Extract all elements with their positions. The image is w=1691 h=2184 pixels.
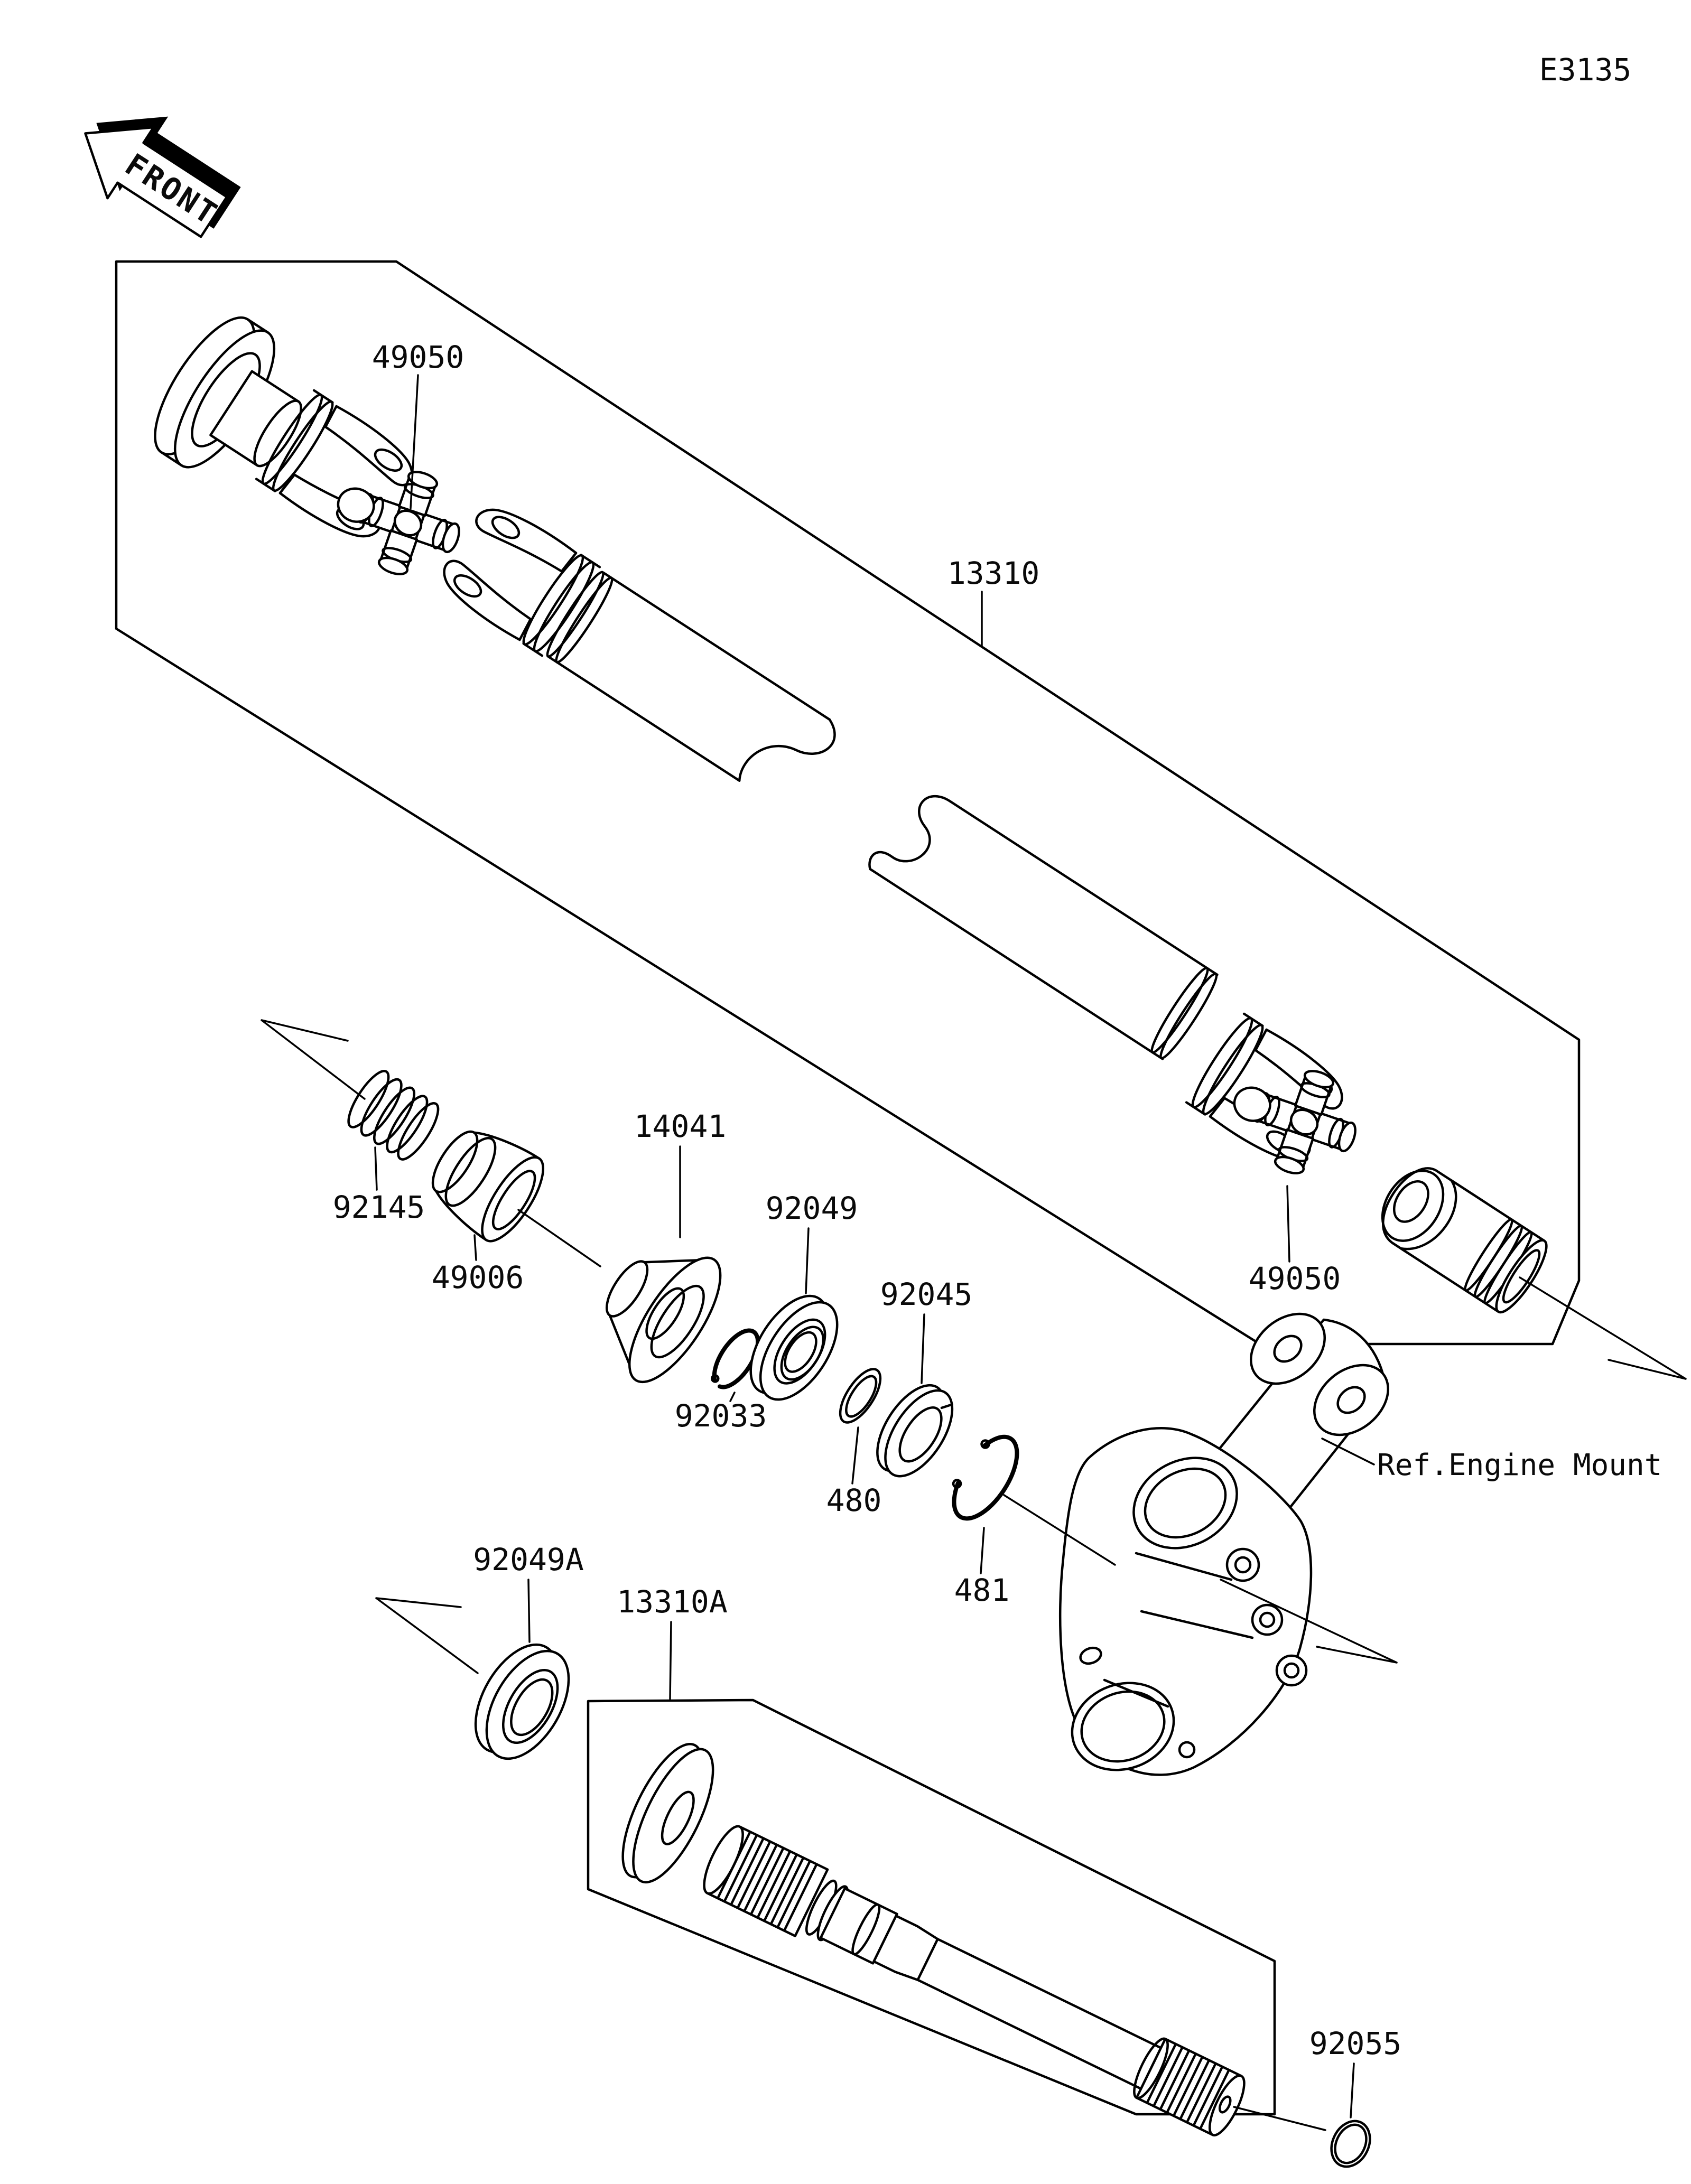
snap-ring-92055 [1324, 2115, 1378, 2173]
part-label-92055: 92055 [1309, 2026, 1402, 2061]
part-label-92049: 92049 [765, 1190, 858, 1226]
part-label-49050-lower: 49050 [1248, 1261, 1341, 1296]
shaft-tube-front [542, 568, 842, 812]
front-direction-marker [62, 86, 249, 255]
part-label-49006: 49006 [431, 1259, 524, 1295]
washer-480 [832, 1363, 888, 1429]
part-label-480: 480 [826, 1482, 882, 1518]
axle-shaft-13310A [697, 1822, 1253, 2143]
part-label-ref-engine-mount: Ref.Engine Mount [1377, 1448, 1662, 1482]
part-label-14041: 14041 [634, 1108, 727, 1144]
boot-sleeve-49006 [417, 1114, 554, 1250]
part-label-92033: 92033 [674, 1398, 767, 1434]
part-label-13310: 13310 [947, 555, 1040, 591]
front-label: FRONT [118, 146, 225, 233]
part-label-92049A: 92049A [473, 1542, 584, 1578]
part-label-49050-upper: 49050 [371, 339, 464, 375]
shaft-yoke-front [433, 496, 600, 656]
circlip-481 [940, 1425, 1029, 1529]
part-label-13310A: 13310A [617, 1584, 728, 1620]
oil-seal-92049A [459, 1631, 586, 1772]
shaft-tube-rear [866, 782, 1222, 1062]
part-label-92145: 92145 [332, 1189, 425, 1225]
bearing-case-92045 [864, 1374, 965, 1487]
part-label-92045: 92045 [880, 1276, 973, 1312]
bearing-92049 [735, 1283, 852, 1412]
part-label-481: 481 [954, 1572, 1010, 1608]
slip-joint-sleeve [1368, 1156, 1554, 1318]
page-code: E3135 [1539, 52, 1632, 88]
engine-mount-reference [1060, 1300, 1402, 1784]
circlip-92145 [342, 1066, 445, 1165]
